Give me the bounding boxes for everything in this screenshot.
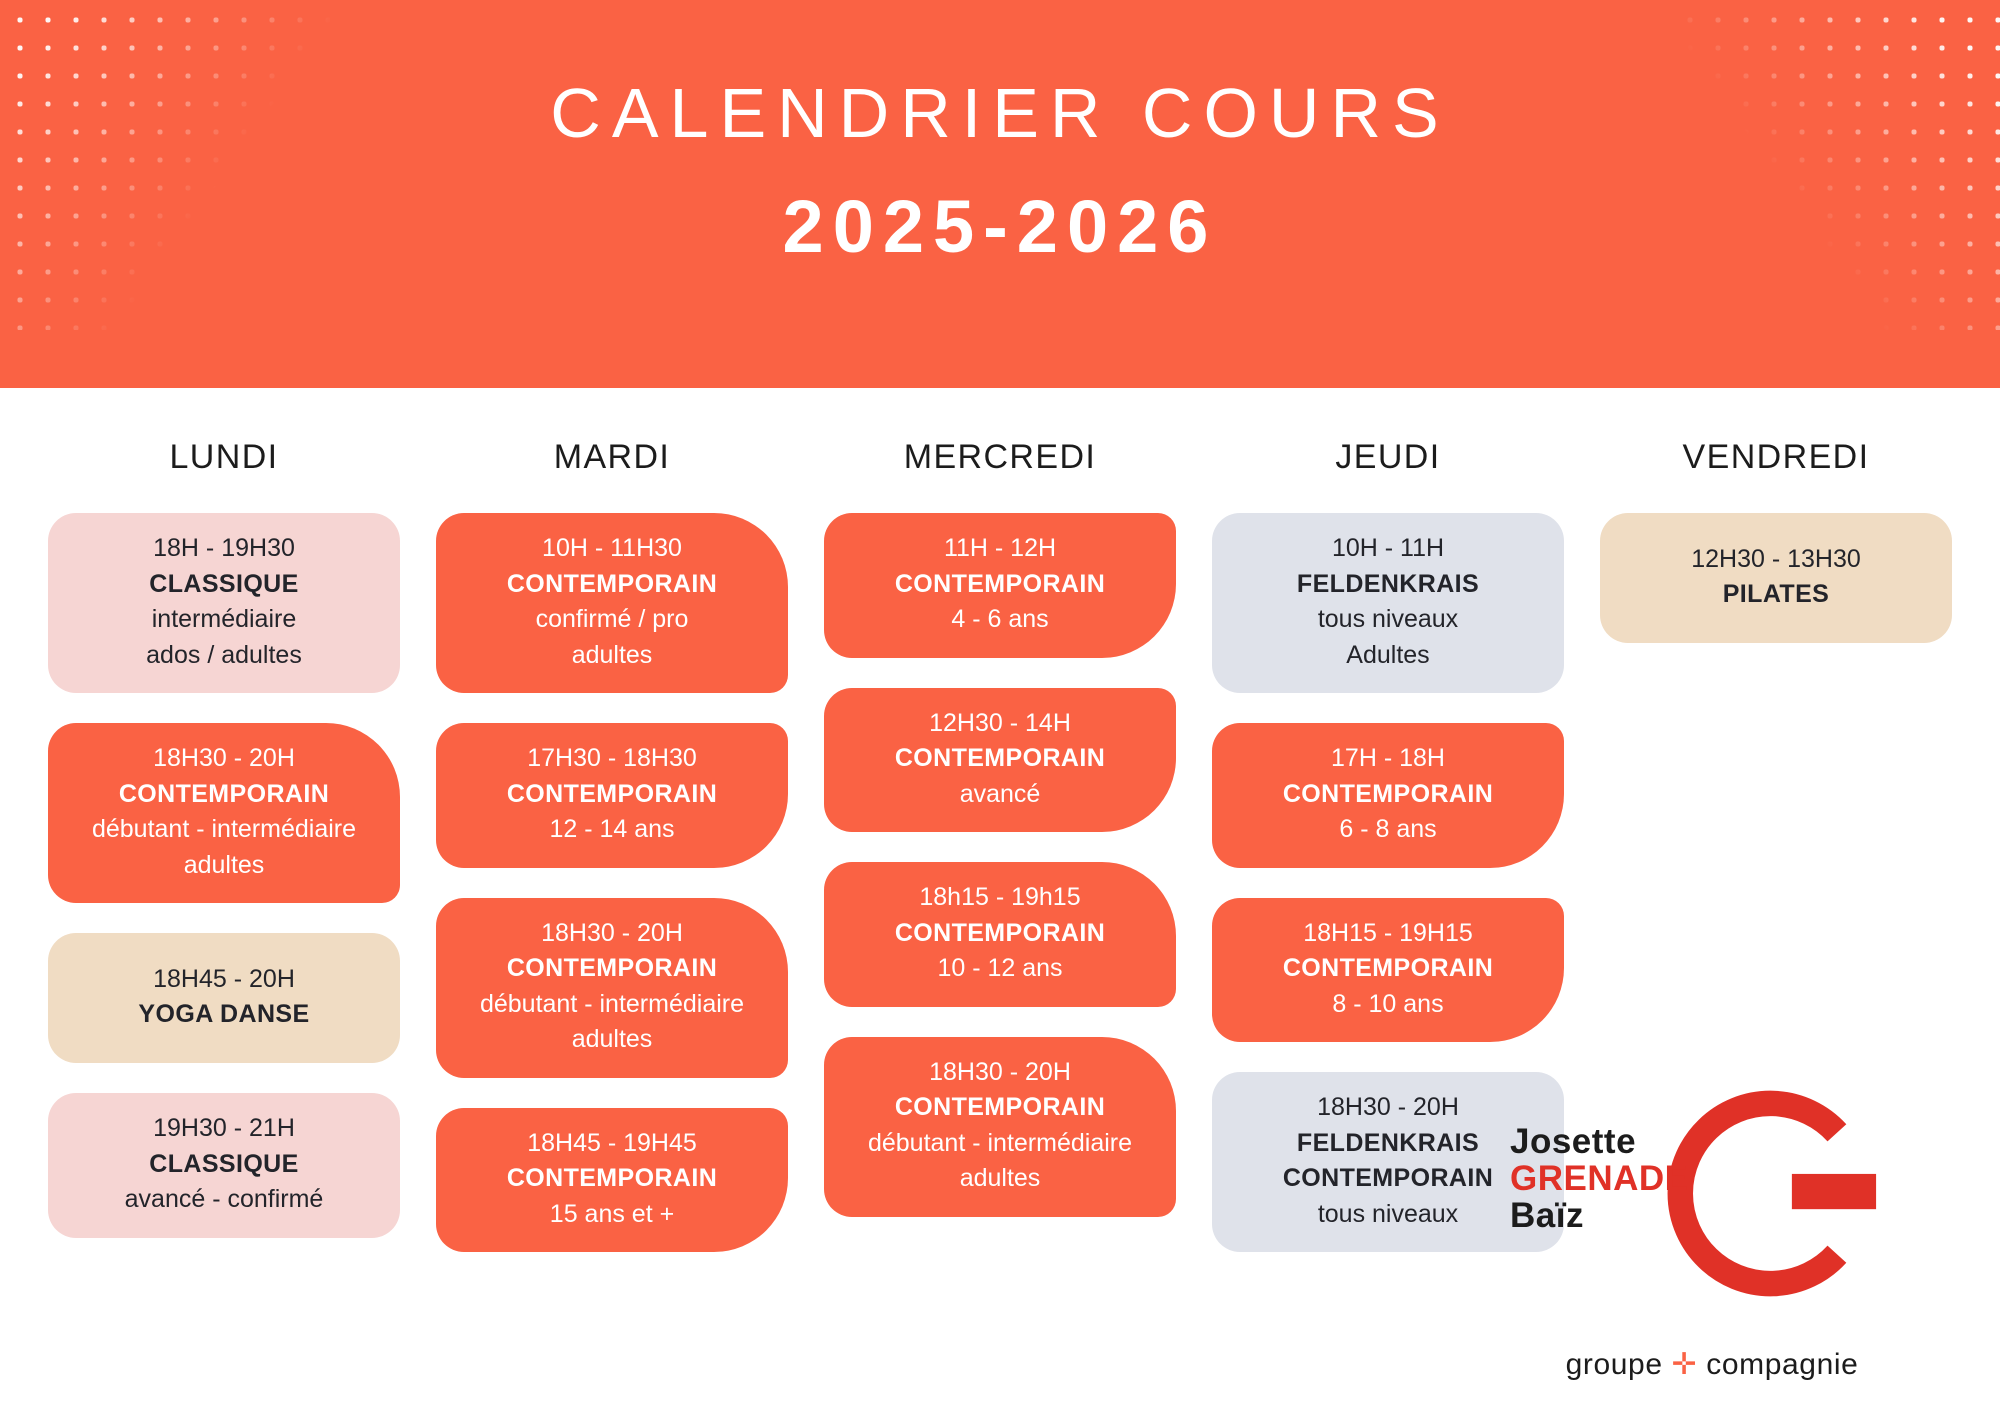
logo-line-3: Baïz	[1510, 1195, 1584, 1235]
tagline-right: compagnie	[1706, 1348, 1859, 1381]
course-level: débutant - intermédiaire	[479, 989, 745, 1018]
course-time: 10H - 11H	[1331, 534, 1445, 562]
course-level: avancé - confirmé	[124, 1185, 324, 1213]
dot-pattern-left-icon	[0, 0, 330, 330]
course-title: CLASSIQUE	[149, 569, 299, 598]
course-title-secondary: CONTEMPORAIN	[1282, 1164, 1494, 1192]
course-level: 8 - 10 ans	[1332, 989, 1444, 1018]
course-time: 18H30 - 20H	[1317, 1093, 1459, 1121]
day-header-mercredi: MERCREDI	[903, 438, 1097, 476]
course-card[interactable]	[824, 688, 1176, 833]
course-card[interactable]	[48, 1093, 400, 1238]
course-title: FELDENKRAIS	[1296, 1128, 1480, 1157]
course-time: 18H30 - 20H	[541, 918, 683, 947]
day-header-vendredi: VENDREDI	[1682, 438, 1870, 476]
course-level: débutant - intermédiaire	[867, 1128, 1133, 1157]
course-time: 18h15 - 19h15	[919, 883, 1081, 911]
course-title: CONTEMPORAIN	[506, 954, 718, 982]
course-title: CONTEMPORAIN	[118, 779, 330, 808]
course-time: 18H30 - 20H	[929, 1057, 1071, 1086]
course-time: 10H - 11H30	[542, 534, 682, 562]
course-level: tous niveaux	[1317, 1199, 1459, 1228]
course-level: intermédiaire	[151, 605, 297, 633]
course-card[interactable]	[824, 862, 1176, 1007]
course-time: 18H - 19H30	[153, 534, 295, 562]
course-card[interactable]	[48, 513, 400, 693]
course-card[interactable]	[48, 723, 400, 903]
course-time: 17H - 18H	[1331, 744, 1445, 772]
course-card[interactable]	[1212, 513, 1564, 693]
course-level: 10 - 12 ans	[937, 954, 1063, 982]
course-time: 11H - 12H	[943, 534, 1057, 562]
course-card[interactable]	[1600, 513, 1952, 643]
logo-line-2: GRENADE	[1510, 1158, 1689, 1198]
course-card[interactable]	[436, 898, 788, 1078]
course-card[interactable]	[824, 1037, 1176, 1217]
company-logo	[1502, 1066, 1922, 1386]
course-title: CONTEMPORAIN	[894, 918, 1106, 947]
course-card[interactable]	[824, 513, 1176, 658]
course-audience: adultes	[571, 640, 653, 669]
tagline-left: groupe	[1565, 1348, 1663, 1381]
day-header-lundi: LUNDI	[169, 438, 279, 476]
course-audience: Adultes	[1346, 640, 1430, 669]
course-card[interactable]	[436, 513, 788, 693]
course-level: tous niveaux	[1317, 605, 1459, 633]
course-level: avancé	[959, 779, 1041, 808]
dot-pattern-right-icon	[1670, 0, 2000, 330]
page-title: CALENDRIER COURS	[550, 74, 1450, 152]
day-column-mercredi	[806, 388, 1194, 1414]
day-header-mardi: MARDI	[553, 438, 671, 476]
course-title: CONTEMPORAIN	[506, 569, 718, 598]
course-card[interactable]	[436, 1108, 788, 1253]
course-time: 18H45 - 19H45	[527, 1128, 697, 1157]
course-card[interactable]	[48, 933, 400, 1063]
course-title: CONTEMPORAIN	[506, 779, 718, 808]
course-title: FELDENKRAIS	[1296, 569, 1480, 598]
day-header-jeudi: JEUDI	[1335, 438, 1441, 476]
course-title: CONTEMPORAIN	[894, 569, 1106, 598]
poster-header	[0, 0, 2000, 388]
course-time: 18H30 - 20H	[153, 744, 295, 772]
course-title: PILATES	[1722, 580, 1830, 608]
course-title: CLASSIQUE	[149, 1149, 299, 1178]
course-title: CONTEMPORAIN	[506, 1164, 718, 1192]
course-title: CONTEMPORAIN	[1282, 954, 1494, 982]
course-time: 19H30 - 21H	[153, 1114, 295, 1142]
logo-tagline	[1502, 1347, 1922, 1382]
day-column-lundi	[30, 388, 418, 1414]
course-time: 18H45 - 20H	[153, 964, 295, 993]
course-title: CONTEMPORAIN	[894, 1093, 1106, 1121]
course-audience: adultes	[183, 850, 265, 879]
course-level: 6 - 8 ans	[1339, 815, 1437, 843]
day-column-mardi	[418, 388, 806, 1414]
course-level: confirmé / pro	[535, 605, 689, 633]
course-title: CONTEMPORAIN	[1282, 779, 1494, 808]
course-audience: ados / adultes	[146, 640, 302, 669]
logo-wordmark	[1510, 1124, 1689, 1234]
course-title: CONTEMPORAIN	[894, 744, 1106, 772]
course-card[interactable]	[1212, 723, 1564, 868]
plus-icon: ✛	[1671, 1348, 1698, 1381]
course-card[interactable]	[1212, 898, 1564, 1043]
page-subtitle: 2025-2026	[782, 185, 1218, 268]
course-level: débutant - intermédiaire	[91, 815, 357, 843]
course-audience: adultes	[959, 1164, 1041, 1192]
course-time: 18H15 - 19H15	[1303, 918, 1473, 947]
course-level: 12 - 14 ans	[549, 815, 675, 843]
course-level: 15 ans et +	[549, 1199, 675, 1228]
course-card[interactable]	[436, 723, 788, 868]
course-level: 4 - 6 ans	[951, 605, 1049, 633]
course-time: 12H30 - 14H	[929, 708, 1071, 737]
course-title: YOGA DANSE	[138, 1000, 310, 1028]
course-audience: adultes	[571, 1025, 653, 1053]
logo-line-1: Josette	[1510, 1122, 1637, 1161]
course-time: 17H30 - 18H30	[527, 744, 697, 772]
course-time: 12H30 - 13H30	[1691, 544, 1861, 573]
